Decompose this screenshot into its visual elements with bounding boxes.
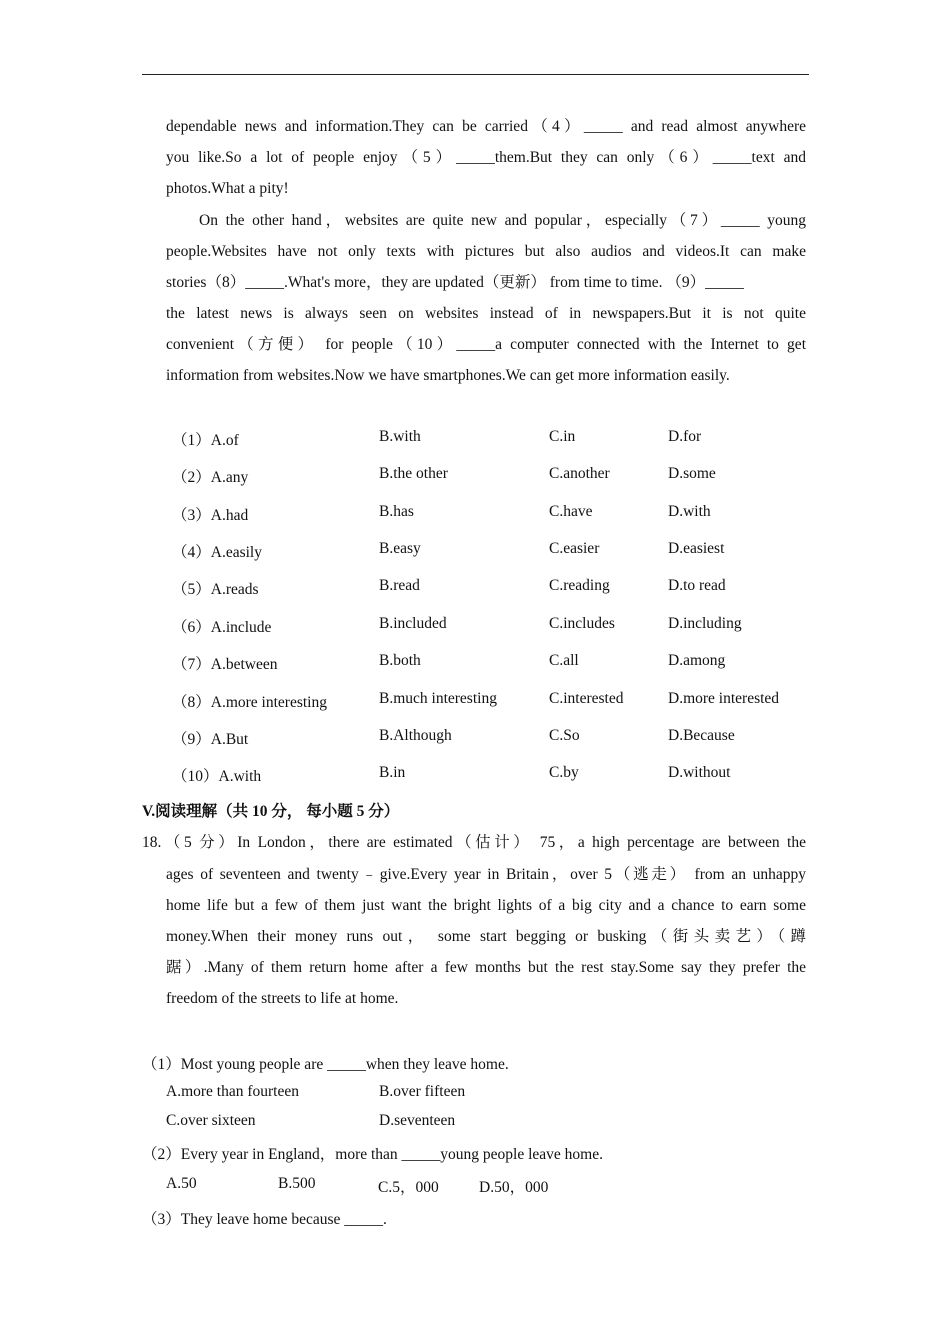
option-row-3 [0,503,950,527]
question-3: （3）They leave home because _____. [142,1211,387,1228]
header-rule [142,74,809,75]
option-d: D.easiest [668,540,725,557]
passage-line: dependable news and information.They can be carried（4）_____ and read almost anywhere [166,118,806,135]
passage-line: the latest news is always seen on websites instead of in newspapers.But it is not quite [166,305,806,322]
option-a: （10）A.with [172,768,262,785]
option-a: （9）A.But [172,731,249,748]
option-c: C.another [549,465,610,482]
option-a: （8）A.more interesting [172,694,327,711]
option-a: （6）A.include [172,619,272,636]
option-d: D.for [668,428,702,445]
option-b: B.the other [379,465,448,482]
passage-line: photos.What a pity! [166,180,289,197]
question-2: （2）Every year in England，more than _____young people leave home. [142,1146,603,1163]
option-a: （1）A.of [172,432,239,449]
option-c: C.So [549,727,580,744]
option-c: C.in [549,428,576,445]
option-d: D.without [668,764,731,781]
option-row-9 [0,727,950,751]
option-b: B.has [379,503,414,520]
option-a: （3）A.had [172,507,249,524]
reading-line: home life but a few of them just want the bright lights of a big city and a chance to earn some [166,897,806,914]
reading-passage-cont [166,859,806,1014]
passage-line: you like.So a lot of people enjoy（5）_____them.But they can only（6）_____text and [166,149,806,166]
option-b: B.easy [379,540,421,557]
reading-line: ages of seventeen and twenty﹣give.Every year in Britain，over 5（逃走） from an unhappy [166,866,806,883]
section-title: V.阅读理解（共 10 分， 每小题 5 分） [142,803,400,820]
question-1-option-c: C.over sixteen [166,1112,256,1129]
option-c: C.interested [549,690,624,707]
option-c: C.easier [549,540,600,557]
option-b: B.Although [379,727,452,744]
reading-passage [142,827,806,858]
option-b: B.with [379,428,421,445]
passage-paragraph-1 [166,111,806,204]
option-d: D.more interested [668,690,780,707]
passage-paragraph-2 [166,205,806,391]
option-row-4 [0,540,950,564]
option-d: D.with [668,503,711,520]
option-d: D.among [668,652,726,669]
option-row-1 [0,428,950,452]
option-row-8 [0,690,950,714]
option-c: C.all [549,652,579,669]
question-2-option-c: C.5，000 [378,1179,439,1196]
option-c: C.reading [549,577,610,594]
option-c: C.have [549,503,593,520]
option-a: （7）A.between [172,656,278,673]
option-d: D.Because [668,727,735,744]
option-a: （5）A.reads [172,581,259,598]
option-b: B.both [379,652,421,669]
option-d: D.to read [668,577,726,594]
option-a: （4）A.easily [172,544,262,561]
passage-line: stories（8）_____.What's more，they are updated（更新） from time to time. （9）_____ [166,274,744,291]
question-1-option-a: A.more than fourteen [166,1083,299,1100]
reading-line: 18.（5 分）In London，there are estimated（估计） 75，a high percentage are between the [142,834,806,851]
option-row-10 [0,764,950,788]
passage-line: convenient（方便） for people（10）_____a computer connected with the Internet to get [166,336,806,353]
option-b: B.included [379,615,447,632]
question-1: （1）Most young people are _____when they leave home. [142,1056,509,1073]
question-2-option-b: B.500 [278,1175,316,1192]
option-d: D.some [668,465,716,482]
option-b: B.in [379,764,406,781]
reading-line: 踞）.Many of them return home after a few months but the rest stay.Some say they prefer the [166,959,806,976]
question-2-option-a: A.50 [166,1175,197,1192]
question-2-option-d: D.50，000 [479,1179,549,1196]
reading-line: freedom of the streets to life at home. [166,990,399,1007]
option-row-5 [0,577,950,601]
option-a: （2）A.any [172,469,249,486]
option-row-6 [0,615,950,639]
question-1-option-d: D.seventeen [379,1112,456,1129]
option-row-7 [0,652,950,676]
reading-line: money.When their money runs out， some start begging or busking（街头卖艺）（蹲 [166,928,806,945]
option-c: C.by [549,764,579,781]
option-b: B.read [379,577,420,594]
passage-line: people.Websites have not only texts with pictures but also audios and videos.It can make [166,243,806,260]
option-b: B.much interesting [379,690,497,707]
option-row-2 [0,465,950,489]
passage-line: On the other hand，websites are quite new and popular，especially（7）_____ young [199,212,806,229]
option-d: D.including [668,615,742,632]
passage-line: information from websites.Now we have smartphones.We can get more information easily. [166,367,730,384]
question-1-option-b: B.over fifteen [379,1083,466,1100]
option-c: C.includes [549,615,615,632]
